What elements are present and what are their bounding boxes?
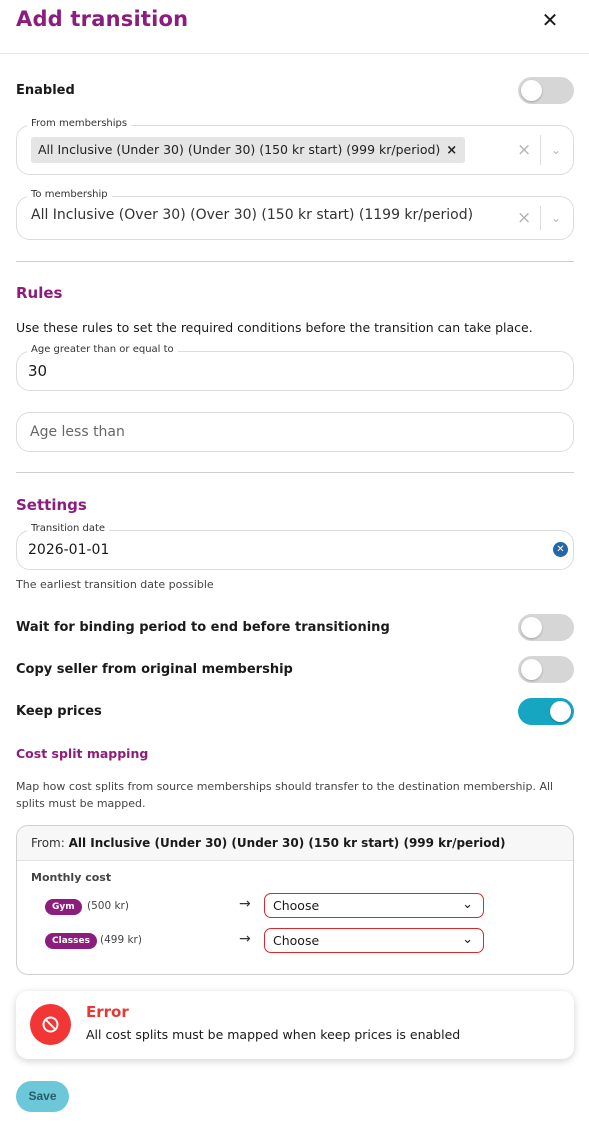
select-separator: [540, 206, 541, 230]
wait-binding-toggle[interactable]: [518, 614, 574, 641]
error-title: Error: [86, 1003, 129, 1021]
toggle-knob: [521, 617, 542, 638]
clear-icon[interactable]: ×: [517, 140, 532, 160]
mapping-header: [17, 826, 573, 861]
modal-title: Add transition: [16, 7, 189, 31]
age-gte-label: Age greater than or equal to: [27, 344, 178, 355]
from-memberships-label: From memberships: [27, 118, 131, 129]
to-membership-select[interactable]: [16, 189, 574, 240]
transition-date-value: 2026-01-01: [28, 542, 110, 558]
to-membership-value: All Inclusive (Over 30) (Over 30) (150 kr start) (1199 kr/period): [31, 207, 474, 223]
mapping-from: [31, 836, 506, 850]
cost-split-heading: Cost split mapping: [16, 746, 149, 761]
cost-split-mapping-box: [16, 825, 574, 975]
keep-prices-label: Keep prices: [16, 704, 102, 719]
rules-description: Use these rules to set the required conditions before the transition can take place.: [16, 320, 533, 335]
age-lt-input[interactable]: [16, 412, 574, 452]
selected-membership-chip: [31, 137, 465, 163]
toggle-knob: [521, 80, 542, 101]
select-value: Choose: [273, 933, 320, 948]
settings-heading: Settings: [16, 496, 87, 514]
split-target-select[interactable]: [264, 893, 484, 918]
split-target-select[interactable]: [264, 928, 484, 953]
arrow-right-icon: →: [239, 896, 251, 912]
keep-prices-toggle[interactable]: [518, 698, 574, 725]
error-message: All cost splits must be mapped when keep prices is enabled: [86, 1027, 461, 1042]
chevron-down-icon: ⌄: [462, 897, 473, 912]
toggle-knob: [550, 701, 571, 722]
enabled-label: Enabled: [16, 83, 75, 98]
rules-heading: Rules: [16, 284, 63, 302]
divider: [16, 261, 574, 262]
toggle-knob: [521, 659, 542, 680]
split-badge: Classes: [45, 933, 97, 949]
chevron-down-icon[interactable]: ⌄: [551, 211, 562, 225]
prohibited-icon: [30, 1004, 71, 1045]
chevron-down-icon[interactable]: ⌄: [551, 143, 562, 157]
close-icon[interactable]: ✕: [541, 8, 559, 32]
modal-header: [0, 0, 589, 54]
from-memberships-select[interactable]: [16, 118, 574, 175]
arrow-right-icon: →: [239, 931, 251, 947]
to-membership-label: To membership: [27, 189, 112, 200]
split-amount: (500 kr): [87, 900, 129, 912]
age-lt-placeholder: Age less than: [30, 424, 125, 440]
chip-label: All Inclusive (Under 30) (Under 30) (150 kr start) (999 kr/period): [38, 142, 441, 157]
copy-seller-label: Copy seller from original membership: [16, 662, 293, 677]
clear-icon[interactable]: ×: [517, 208, 532, 228]
select-separator: [540, 135, 541, 165]
error-alert: [16, 991, 574, 1059]
age-gte-value: 30: [28, 362, 48, 380]
divider: [16, 472, 574, 473]
transition-date-input[interactable]: [16, 523, 574, 570]
date-help-text: The earliest transition date possible: [16, 578, 214, 591]
from-prefix: From:: [31, 836, 65, 850]
chevron-down-icon: ⌄: [462, 932, 473, 947]
split-badge: Gym: [45, 899, 82, 915]
transition-date-label: Transition date: [27, 523, 109, 534]
age-gte-input[interactable]: [16, 344, 574, 391]
wait-binding-label: Wait for binding period to end before transitioning: [16, 620, 390, 635]
from-membership-name: All Inclusive (Under 30) (Under 30) (150 kr start) (999 kr/period): [68, 836, 506, 850]
copy-seller-toggle[interactable]: [518, 656, 574, 683]
cost-split-description: Map how cost splits from source memberships should transfer to the destination membership. All splits must be mapped.: [16, 780, 554, 810]
enabled-toggle[interactable]: [518, 77, 574, 104]
select-value: Choose: [273, 898, 320, 913]
save-button[interactable]: Save: [16, 1081, 69, 1112]
monthly-cost-label: Monthly cost: [31, 871, 112, 884]
clear-date-icon[interactable]: ✕: [553, 542, 568, 557]
split-amount: (499 kr): [100, 934, 142, 946]
chip-remove-icon[interactable]: ×: [446, 143, 458, 158]
